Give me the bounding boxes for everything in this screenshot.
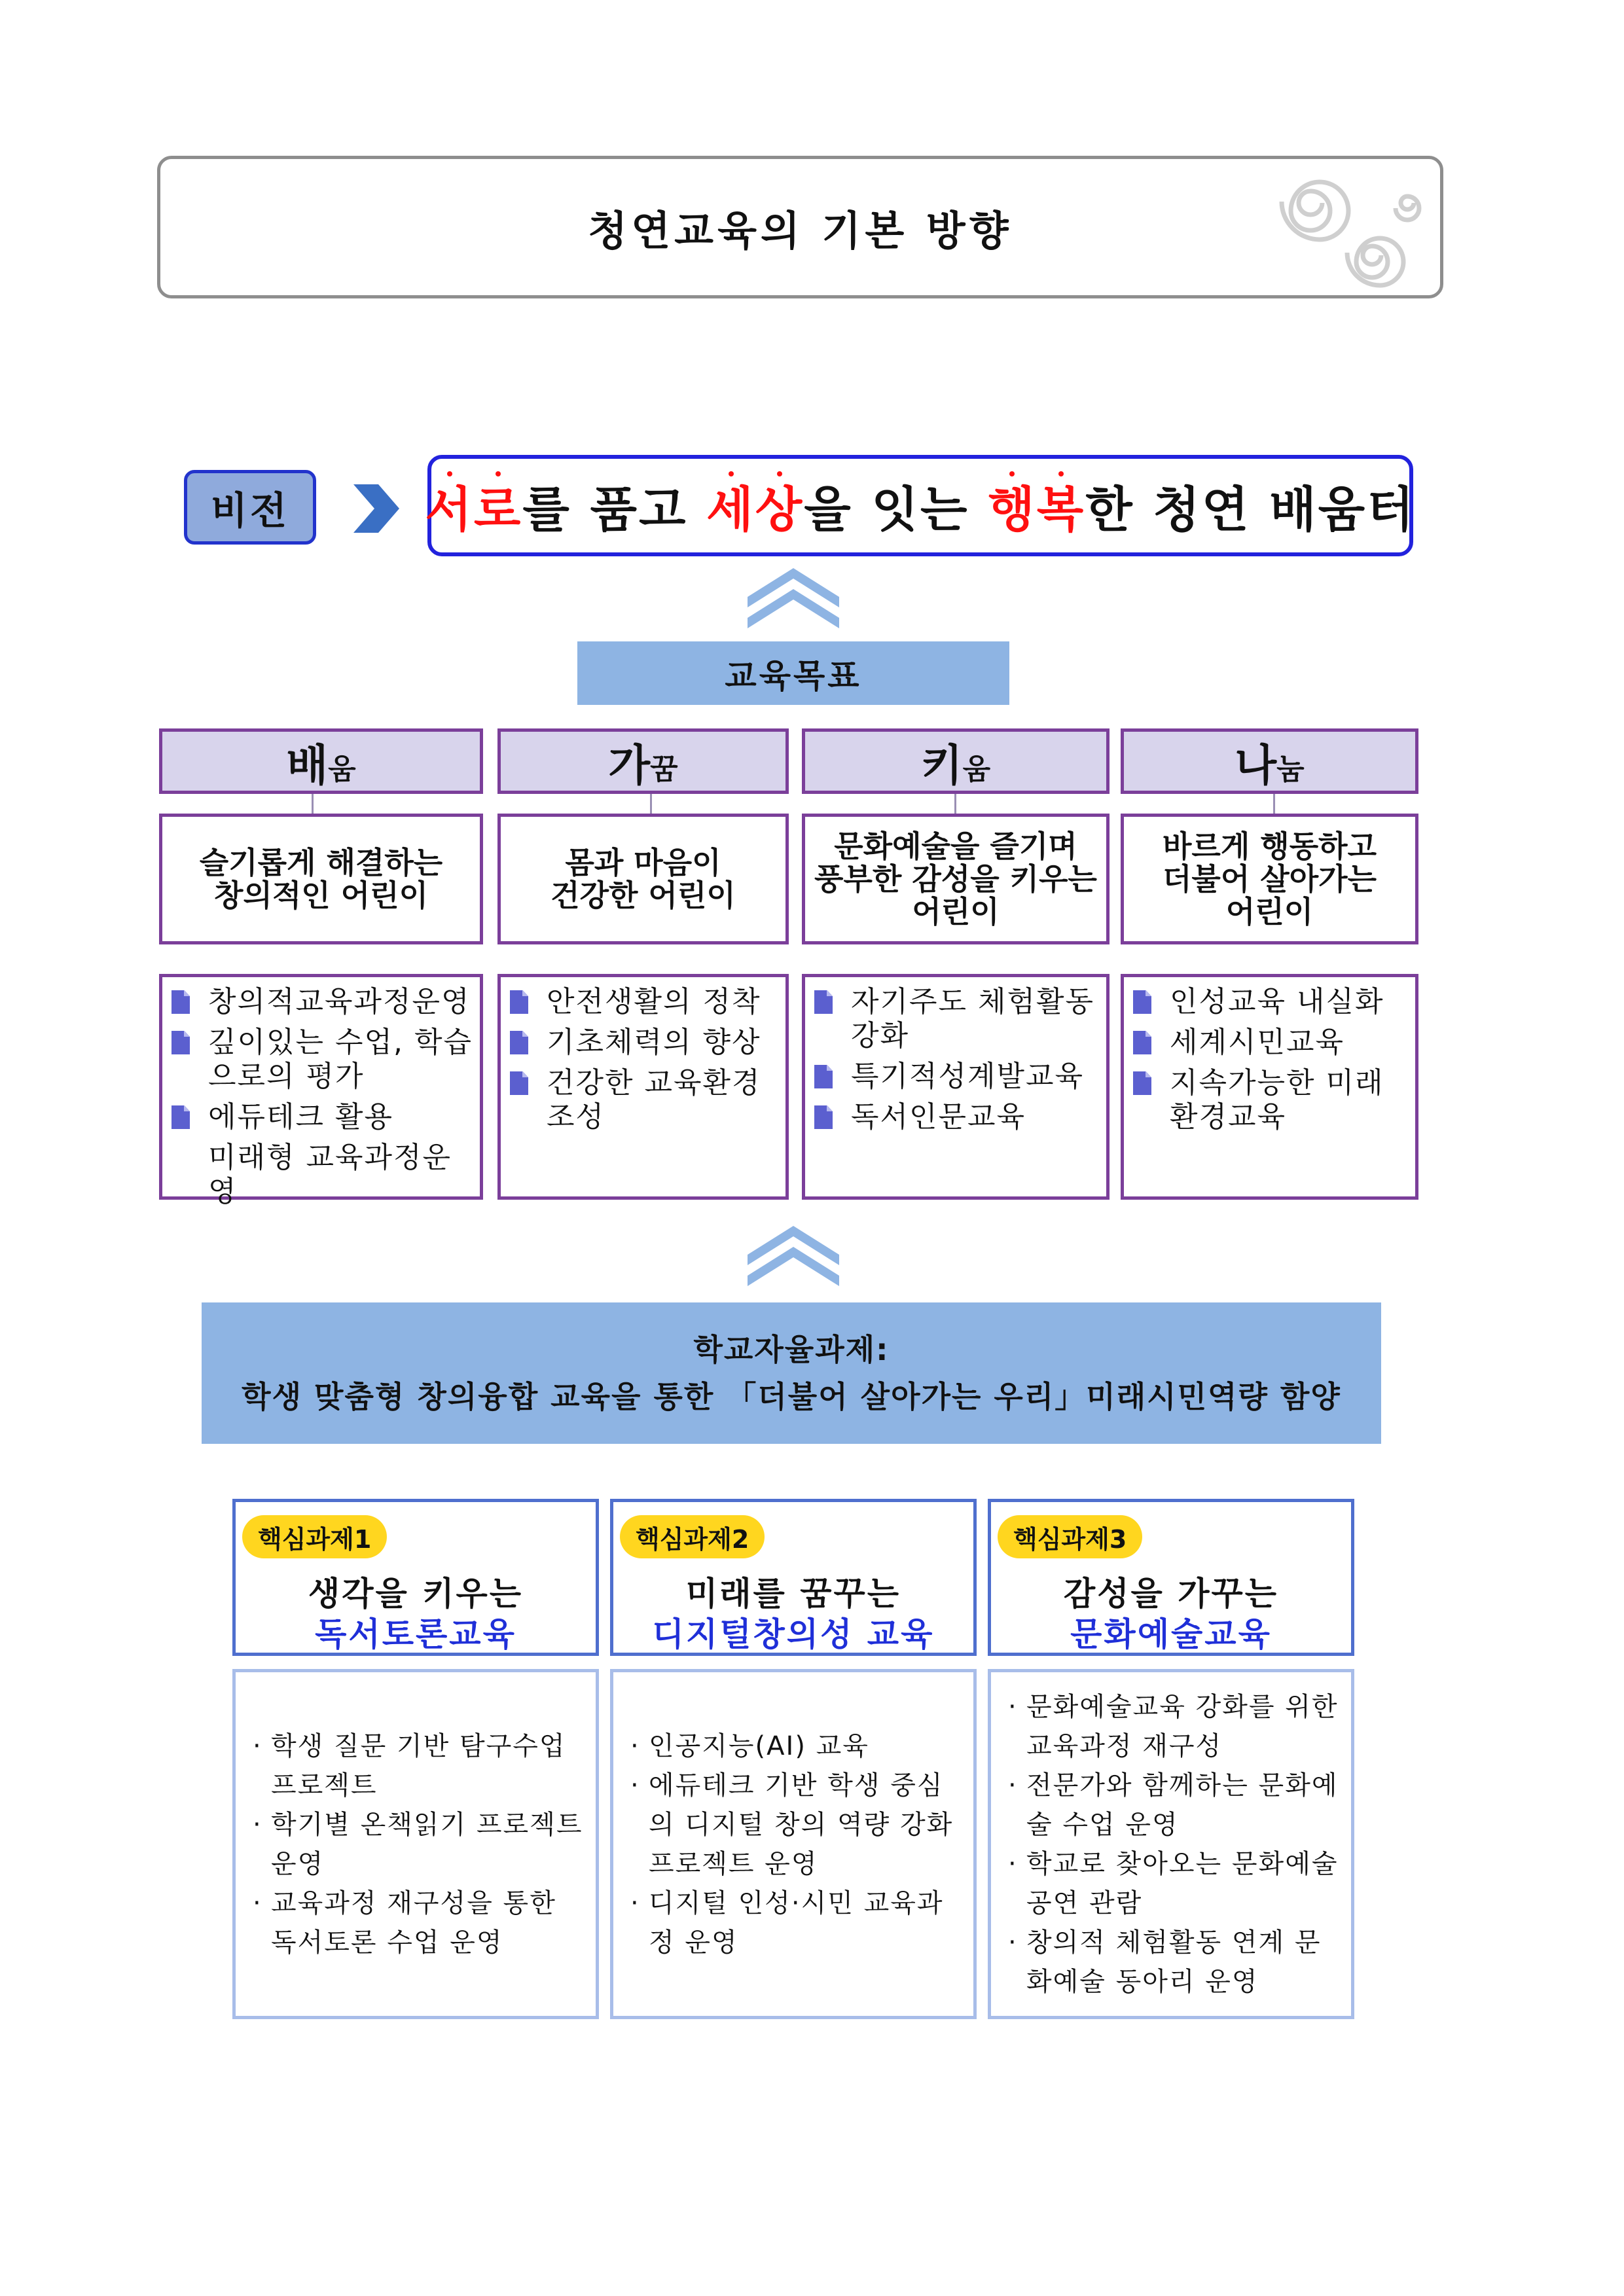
goal-column-header xyxy=(497,728,789,794)
goal-items-list xyxy=(813,985,1101,1134)
core-task-header xyxy=(988,1499,1354,1656)
goal-text xyxy=(550,846,736,912)
goal-column-header xyxy=(802,728,1110,794)
document-icon xyxy=(814,1065,833,1088)
document-icon xyxy=(814,990,833,1014)
list-item-text: 특기적성계발교육 xyxy=(851,1060,1085,1093)
vision-text-part: 한 청연 배움터 xyxy=(1085,481,1416,538)
goal-column-header xyxy=(159,728,483,794)
list-item xyxy=(509,1026,780,1060)
core-task-badge: 핵심과제3 xyxy=(998,1515,1142,1558)
list-item xyxy=(813,1060,1101,1094)
goal-items-list xyxy=(509,985,780,1134)
goal-text-line: 더불어 살아가는 xyxy=(1162,861,1377,897)
goal-column-header xyxy=(1121,728,1418,794)
list-item xyxy=(1132,1026,1410,1060)
goal-header-main: 배 xyxy=(286,740,329,791)
document-icon xyxy=(814,1105,833,1129)
goal-items-box xyxy=(802,974,1110,1200)
document-icon xyxy=(510,1031,528,1054)
vision-text xyxy=(425,471,1415,541)
core-task-header xyxy=(610,1499,977,1656)
list-item-text: 건강한 교육환경 조성 xyxy=(547,1066,761,1134)
list-item-text: 인성교육 내실화 xyxy=(1170,985,1384,1018)
goal-description xyxy=(159,814,483,944)
goal-items-box xyxy=(1121,974,1418,1200)
list-item: · 디지털 인성·시민 교육과정 운영 xyxy=(630,1884,962,1962)
document-icon xyxy=(1133,1031,1151,1054)
goal-text-line: 창의적인 어린이 xyxy=(213,878,429,913)
list-item: · 인공지능(AI) 교육 xyxy=(630,1727,962,1766)
core-task-title: 독서토론교육 xyxy=(315,1615,516,1653)
list-item xyxy=(813,1100,1101,1134)
document-icon xyxy=(1133,1071,1151,1095)
list-item: · 문화예술교육 강화를 위한 교육과정 재구성 xyxy=(1008,1687,1339,1766)
list-item-text: 기초체력의 향상 xyxy=(547,1026,761,1059)
list-item-text: 독서인문교육 xyxy=(851,1100,1026,1134)
list-item xyxy=(509,985,780,1019)
goal-text-line: 어린이 xyxy=(912,894,1000,929)
goal-items-list xyxy=(170,985,475,1209)
list-item-text: 미래형 교육과정운영 xyxy=(208,1141,452,1208)
list-item-text: 자기주도 체험활동 강화 xyxy=(851,985,1095,1052)
list-item: · 학교로 찾아오는 문화예술 공연 관람 xyxy=(1008,1844,1339,1923)
core-task-details xyxy=(610,1669,977,2019)
vision-emphasis-char: 상 xyxy=(755,481,804,538)
goal-header-main: 키 xyxy=(920,740,963,791)
goal-header-main: 가 xyxy=(608,740,651,791)
goal-text-line: 풍부한 감성을 키우는 xyxy=(814,861,1097,897)
document-icon xyxy=(1133,990,1151,1014)
core-task-list xyxy=(1008,1687,1339,2001)
list-item xyxy=(813,985,1101,1053)
list-item-text: 안전생활의 정착 xyxy=(547,985,761,1018)
list-item: · 교육과정 재구성을 통한 독서토론 수업 운영 xyxy=(253,1884,584,1962)
goal-header-sub: 꿈 xyxy=(650,753,678,786)
list-item: · 학기별 온책읽기 프로젝트 운영 xyxy=(253,1805,584,1884)
list-item xyxy=(170,1100,475,1134)
core-task-details xyxy=(232,1669,599,2019)
list-item-text: 에듀테크 활용 xyxy=(208,1100,394,1134)
core-task-details xyxy=(988,1669,1354,2019)
document-icon xyxy=(510,1071,528,1095)
core-task-subtitle: 생각을 키우는 xyxy=(308,1575,524,1613)
vision-emphasis-char: 복 xyxy=(1036,481,1086,538)
vision-emphasis-char: 로 xyxy=(473,481,523,538)
swirl-decoration-icon xyxy=(1276,164,1440,298)
core-task-header xyxy=(232,1499,599,1656)
vision-emphasis-char: 세 xyxy=(706,481,755,538)
education-goal-label: 교육목표 xyxy=(577,641,1009,705)
document-icon xyxy=(510,990,528,1014)
list-item xyxy=(1132,985,1410,1019)
goal-header-sub: 눔 xyxy=(1276,753,1305,786)
vision-text-part: 를 품고 xyxy=(522,481,707,538)
document-icon xyxy=(171,1105,190,1129)
goal-header-main: 나 xyxy=(1235,740,1277,791)
goal-text-line: 바르게 행동하고 xyxy=(1162,829,1377,864)
goal-text xyxy=(1163,830,1377,928)
goal-description xyxy=(497,814,789,944)
goal-text xyxy=(814,830,1097,928)
list-item-text: 깊이있는 수업, 학습으로의 평가 xyxy=(208,1026,473,1093)
list-item xyxy=(170,1141,475,1209)
document-icon xyxy=(171,990,190,1014)
document-icon xyxy=(171,1031,190,1054)
core-task-subtitle: 감성을 가꾸는 xyxy=(1063,1575,1279,1613)
goal-text-line: 문화예술을 즐기며 xyxy=(834,829,1077,864)
school-task-title: 학교자율과제: xyxy=(693,1332,890,1367)
list-item: · 에듀테크 기반 학생 중심의 디지털 창의 역량 강화 프로젝트 운영 xyxy=(630,1766,962,1884)
core-task-title: 디지털창의성 교육 xyxy=(652,1615,935,1653)
list-item xyxy=(170,1026,475,1094)
list-item xyxy=(1132,1066,1410,1134)
core-task-list xyxy=(630,1727,962,1962)
vision-badge: 비전 xyxy=(184,470,316,545)
goal-description xyxy=(1121,814,1418,944)
goal-text-line: 건강한 어린이 xyxy=(550,878,736,913)
goal-items-list xyxy=(1132,985,1410,1134)
double-chevron-up-icon xyxy=(748,1221,839,1286)
page-title: 청연교육의 기본 방향 xyxy=(588,206,1013,255)
list-item: · 전문가와 함께하는 문화예술 수업 운영 xyxy=(1008,1766,1339,1844)
core-task-badge: 핵심과제1 xyxy=(242,1515,387,1558)
list-item-text: 세계시민교육 xyxy=(1170,1026,1345,1059)
core-task-badge: 핵심과제2 xyxy=(620,1515,765,1558)
list-item xyxy=(509,1066,780,1134)
goal-description xyxy=(802,814,1110,944)
core-task-title: 문화예술교육 xyxy=(1070,1615,1272,1653)
list-item xyxy=(170,985,475,1019)
school-autonomous-task xyxy=(202,1302,1381,1444)
core-task-list xyxy=(253,1727,584,1962)
vision-text-part: 을 잇는 xyxy=(804,481,988,538)
list-item-text: 창의적교육과정운영 xyxy=(208,985,471,1018)
list-item-text: 지속가능한 미래 환경교육 xyxy=(1170,1066,1384,1134)
double-chevron-up-icon xyxy=(748,563,839,628)
goal-header-sub: 움 xyxy=(962,753,991,786)
goal-items-box xyxy=(159,974,483,1208)
goal-header-sub: 움 xyxy=(328,753,356,786)
chevron-right-icon xyxy=(353,484,399,533)
list-item: · 학생 질문 기반 탐구수업 프로젝트 xyxy=(253,1727,584,1805)
core-task-subtitle: 미래를 꿈꾸는 xyxy=(685,1575,901,1613)
vision-statement xyxy=(425,455,1416,556)
goal-items-box xyxy=(497,974,789,1200)
goal-text-line: 어린이 xyxy=(1225,894,1314,929)
school-task-description: 학생 맞춤형 창의융합 교육을 통한 「더불어 살아가는 우리」미래시민역량 함양 xyxy=(242,1379,1341,1414)
vision-emphasis-char: 서 xyxy=(425,481,474,538)
goal-text-line: 몸과 마음이 xyxy=(565,845,721,880)
goal-text-line: 슬기롭게 해결하는 xyxy=(199,845,443,880)
goal-text xyxy=(200,846,443,912)
vision-emphasis-char: 행 xyxy=(988,481,1037,538)
list-item: · 창의적 체험활동 연계 문화예술 동아리 운영 xyxy=(1008,1923,1339,2001)
